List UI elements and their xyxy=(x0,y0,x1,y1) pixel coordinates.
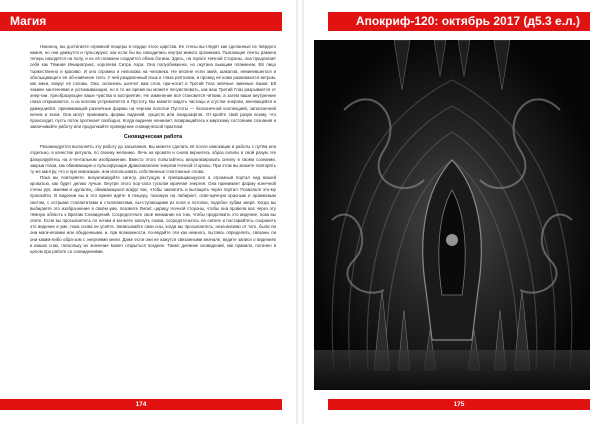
left-footer-bar xyxy=(0,399,282,410)
gate-eye xyxy=(446,234,458,246)
artwork-svg xyxy=(314,40,590,390)
paragraph: Рекомендуется выполнять эту работу до засыпания. Вы можете сделать её после инвокации и работы с путём или отдельно, в качестве ритуала, по своему желанию. Лечь на кровати и снова вернитесь образ сигилы в свой разум. Не фокусируйтесь на в-тентальном изображении. Вместо этого попытайтесь визуализировать сигилу в своём сознании, закрыв глаза, как обвивающие и пульсирующие Драконианские энергии Ночной стороны. При этом вы можете повторять ту же мантру, что и при инвокации, или использовать собственные спонтанные слова. xyxy=(30,144,276,174)
left-page xyxy=(0,0,296,424)
right-footer-bar xyxy=(328,399,590,410)
right-page-number: 175 xyxy=(453,401,465,408)
gutter xyxy=(296,0,304,424)
cave-floor xyxy=(314,350,590,390)
section-heading: Сновидческая работа xyxy=(123,134,183,141)
right-header-bar xyxy=(328,12,590,31)
left-header-bar xyxy=(0,12,282,31)
right-header-title: Апокриф-120: октябрь 2017 (д5.3 е.л.) xyxy=(355,14,580,28)
right-page xyxy=(304,0,600,424)
paragraph: Пока вы повторяете, визуализируйте сигилу, растущую и превращающуюся в огромный портал над вашей кроватью, как будет делаю лучше. Внутри этого пор-тала тусклая мрачная энергия. Она принимает форму конечной стены рук, змеями и щупалец, обвивающихся вокруг вас, чтобы захватить и вытащить через портал. Позвольте это-му произойти. В видении вы в это время идёте в пещеру, похожую на лабиринт, осве-щённую красным и оранжевым светом, с острыми сталактитами и сталагмитами, вы-ступающими из пола и потолка, подобно зубам зверя. Когда вы выбираете это изобра-жение в своём уме, позовите Лилит, царицу Ночной стороны, чтобы она провела вас через эту тёмную область к Вратам Сновидений. Сосредоточьте своё внимание на том, чтобы продолжить это видение, пока вы спите. Если вы просыпаетесь по ночам и мо-жете заснуть снова, сосредоточьтесь на сигиле и постарайтесь сохранить это видение в уме, пока снова не уснёте. Записывайте свои сны, когда вы просыпаетесь, неза-висимо от того, были ли они магическими или обыденными, и, при возможности, по-ведайте эти как немного, пытаясь определить, связаны ли они каким-либо обра-зом с энергиями книги. Даже если они не кажутся связанными вначале, ведите записи о видениях в ваших снах, поскольку их значение может открыться позднее. Также дневник сновидений, как правило, полезен в целом при работе со сновидениями. xyxy=(30,174,276,254)
left-page-number: 174 xyxy=(135,401,147,408)
article-body xyxy=(30,44,276,255)
left-header-title: Магия xyxy=(10,14,47,28)
paragraph: Наконец, вы достигаете огромной пещеры в сердце этого царства. Ее стены вы-глядят как сделанные из твёрдого камня, но они движутся и пульсируют, как если бы вы находились внутри живого организма. Пылающие ленты рамена теперь находятся на полу, и из её пламени создаётся облик богини. Здесь, на пороге Ночной Стороны, она предлагает себя как Тёмная Инициатрикс, королева Ситра Ахра. Она полуобнажена, но окутана вьющим пламенем. Ей лицо торжественно и красиво. И оно огромна и непохожа на человека. Не вполне если змей, шакалов, невиневшегося и обольщающего её об-наиённое тело. У ней раздвоенный язык и глаза рептилии, и провед её кожи развеваются ветром, как змеи, вокруг её головы. Она, склонена, шепчет вам слов, при-носит в Третий Глаз зелёные змеиные языки. Ей чакмен кантеннями и успокаивающие, но в то же время вы можете почувствовать, как ваш Третий Глаз разрывается от энер-гии, преобразующее ваше чувства и восприятие. Не изменение всё становится чётким, а затем ваши внутренние глаза открываются, и из вселяю устремляется в Пустоту. Вы можете видеть частицы и сгустки энергии, меняющейся и движущейся, принимающей различные формы на черном полотне Пустоты — бесконечной коллекцией, заполненной ничем и всем. Она могут принимать формы видений, существ или ландшафтов. От-кройте свой разум всему, что происходит, пусть поток протекает свободно. Когда видение начинает, возвращайтесь к мирскому состоянию сознания и заканчивайте работу или продолжайте проведение сновидческой практики. xyxy=(30,44,276,130)
artwork-illustration xyxy=(314,40,590,390)
